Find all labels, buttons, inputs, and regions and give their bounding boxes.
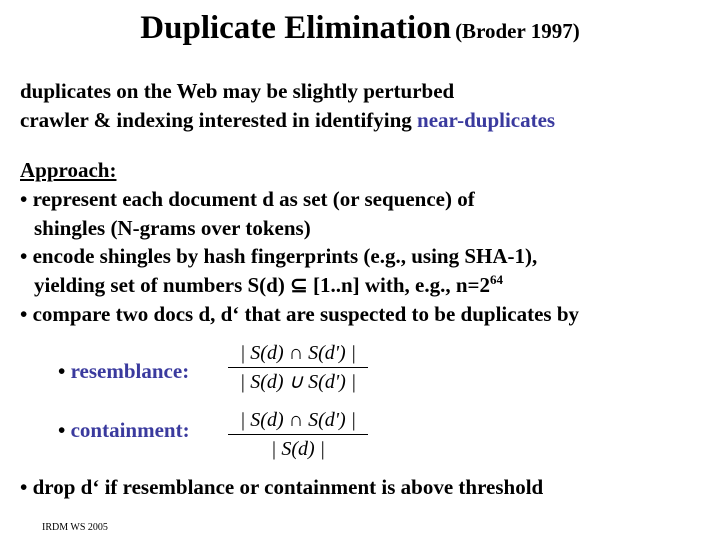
containment-bullet	[58, 417, 190, 443]
approach-heading: Approach:	[20, 158, 117, 182]
final-bullet: • drop d‘ if resemblance or containment is above threshold	[20, 475, 544, 499]
bullet-2-text-a: yielding set of numbers S(d)	[34, 273, 291, 297]
exponent: 64	[490, 272, 504, 287]
title-main: Duplicate Elimination	[140, 10, 452, 46]
intro-line-1: duplicates on the Web may be slightly perturbed	[20, 79, 455, 103]
resemblance-numerator: | S(d) ∩ S(d') |	[239, 342, 357, 364]
approach-bullet-1-line-1: • represent each document d as set (or sequence) of	[20, 187, 475, 211]
slide-title	[0, 10, 720, 47]
subset-symbol: ⊆	[290, 273, 308, 297]
near-duplicates-term: near-duplicates	[417, 108, 556, 132]
resemblance-bullet	[58, 358, 189, 384]
title-citation: (Broder 1997)	[455, 19, 580, 43]
approach-bullet-1-line-2: shingles (N-grams over tokens)	[34, 216, 311, 240]
resemblance-label: resemblance:	[70, 359, 190, 383]
intro-line-2-text: crawler & indexing interested in identifying	[20, 108, 418, 132]
intro-line-2	[20, 107, 555, 133]
resemblance-fraction-bar	[228, 367, 368, 368]
approach-bullet-2-line-2	[34, 272, 503, 298]
containment-denominator: | S(d) |	[270, 438, 326, 460]
approach-bullet-3: • compare two docs d, d‘ that are suspected to be duplicates by	[20, 302, 579, 326]
containment-numerator: | S(d) ∩ S(d') |	[239, 409, 357, 431]
containment-bullet-mark: •	[58, 418, 71, 442]
resemblance-formula	[228, 341, 368, 394]
bullet-2-text-b: [1..n] with, e.g., n=2	[307, 273, 491, 297]
containment-formula	[228, 408, 368, 461]
footer-label: IRDM WS 2005	[42, 522, 108, 533]
resemblance-bullet-mark: •	[58, 359, 71, 383]
resemblance-denominator: | S(d) ∪ S(d') |	[239, 371, 357, 393]
approach-bullet-2-line-1: • encode shingles by hash fingerprints (e.g., using SHA-1),	[20, 244, 538, 268]
containment-label: containment:	[70, 418, 190, 442]
containment-fraction-bar	[228, 434, 368, 435]
